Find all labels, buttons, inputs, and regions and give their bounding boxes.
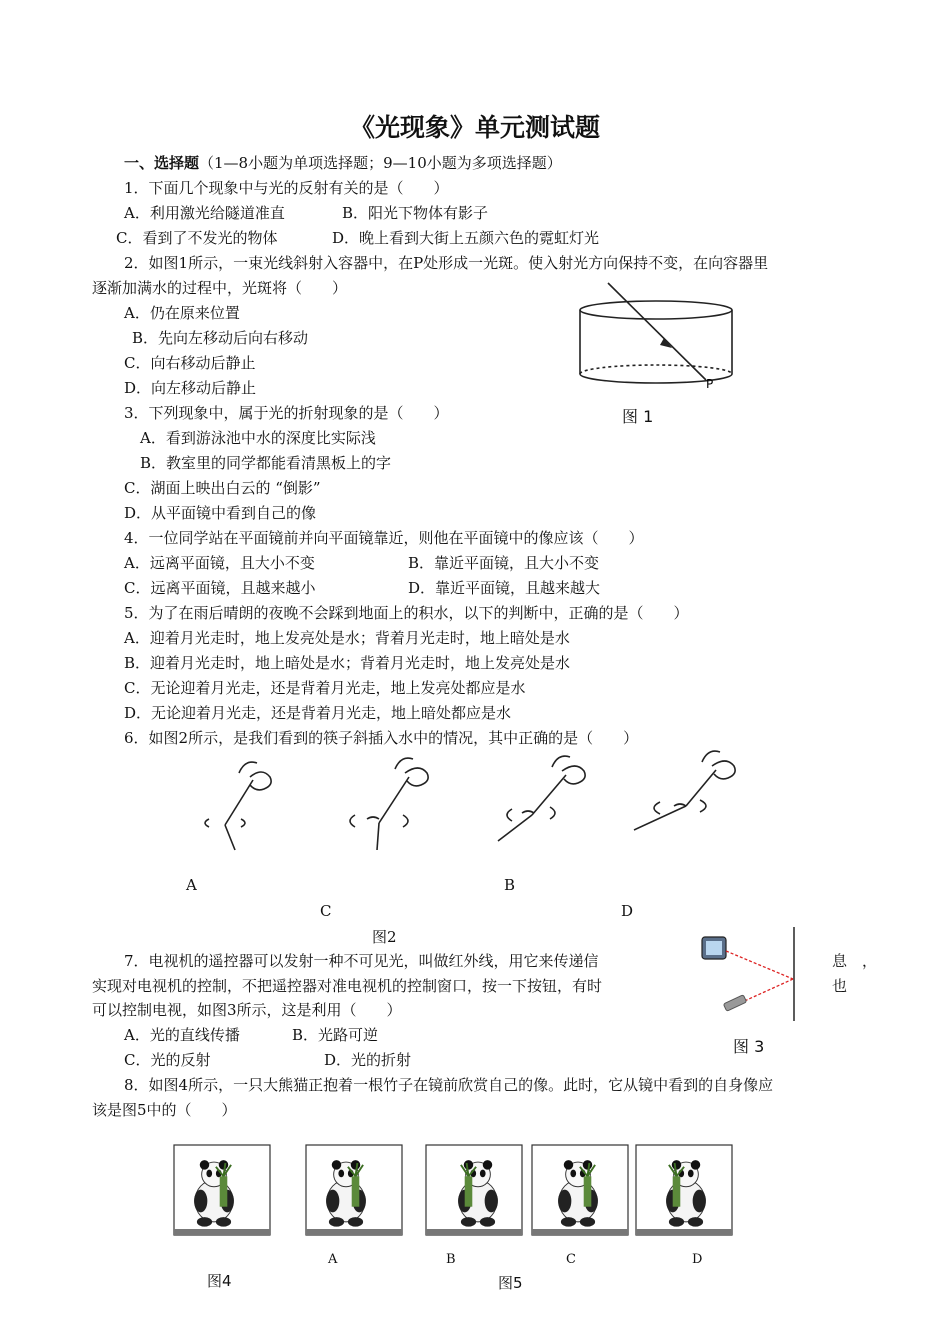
figure5-panda-b <box>426 1145 522 1235</box>
q7-stem-tail1: 息 ， <box>832 952 878 970</box>
q4-option-a: A．远离平面镜，且大小不变 <box>124 554 315 572</box>
section-heading: 一、选择题 <box>124 154 200 172</box>
q7-stem-line1: 7．电视机的遥控器可以发射一种不可见光，叫做红外线，用它来传递信 <box>124 952 599 970</box>
q5-stem: 5．为了在雨后晴朗的夜晚不会踩到地面上的积水，以下的判断中，正确的是（ ） <box>124 604 689 622</box>
q1-option-b: B．阳光下物体有影子 <box>342 204 489 222</box>
q2-stem-line1: 2．如图1所示，一束光线斜射入容器中，在P处形成一光斑。使入射光方向保持不变，在向容器里 <box>124 254 769 272</box>
figure2-sketch-d <box>630 752 740 842</box>
q1-stem: 1．下面几个现象中与光的反射有关的是（ ） <box>124 179 449 197</box>
q2-stem-line2: 逐渐加满水的过程中，光斑将（ ） <box>92 279 348 297</box>
figure5-label-a: A <box>328 1252 338 1267</box>
figure2-label-d: D <box>621 902 634 920</box>
section-note: （1—8小题为单项选择题；9—10小题为多项选择题） <box>199 154 562 172</box>
figure2-sketch-a <box>195 755 275 855</box>
q4-option-d: D．靠近平面镜，且越来越大 <box>408 579 601 597</box>
q7-stem-line2: 实现对电视机的控制，不把遥控器对准电视机的控制窗口，按一下按钮，有时 <box>92 977 603 995</box>
q3-option-b: B．教室里的同学都能看清黑板上的字 <box>140 454 392 472</box>
q5-option-c: C．无论迎着月光走，还是背着月光走，地上发亮处都应是水 <box>124 679 526 697</box>
figure3-caption: 图 3 <box>733 1037 765 1056</box>
q1-option-a: A．利用激光给隧道准直 <box>124 204 285 222</box>
q3-option-a: A．看到游泳池中水的深度比实际浅 <box>140 429 376 447</box>
section-heading-line <box>124 153 562 173</box>
q7-stem-line3: 可以控制电视，如图3所示，这是利用（ ） <box>92 1001 402 1019</box>
figure4-panda <box>174 1145 270 1235</box>
figure5-label-d: D <box>692 1252 703 1267</box>
q7-stem-tail2: 也 <box>832 977 848 995</box>
q7-option-b: B．光路可逆 <box>292 1026 379 1044</box>
q3-option-c: C．湖面上映出白云的 “倒影” <box>124 479 321 497</box>
q4-stem: 4．一位同学站在平面镜前并向平面镜靠近，则他在平面镜中的像应该（ ） <box>124 529 644 547</box>
q4-option-b: B．靠近平面镜，且大小不变 <box>408 554 600 572</box>
figure2-label-b: B <box>504 876 516 894</box>
q5-option-d: D．无论迎着月光走，还是背着月光走，地上暗处都应是水 <box>124 704 512 722</box>
figure5-label-b: B <box>446 1252 456 1267</box>
q5-option-b: B．迎着月光走时，地上暗处是水；背着月光走时，地上发亮处是水 <box>124 654 571 672</box>
q8-stem-line2: 该是图5中的（ ） <box>92 1101 237 1119</box>
q8-stem-line1: 8．如图4所示，一只大熊猫正抱着一根竹子在镜前欣赏自己的像。此时，它从镜中看到的自身像应 <box>124 1076 774 1094</box>
page-title: 《光现象》单元测试题 <box>349 113 600 142</box>
figure1-caption: 图 1 <box>622 407 654 426</box>
q2-option-d: D．向左移动后静止 <box>124 379 257 397</box>
q7-option-c: C．光的反射 <box>124 1051 211 1069</box>
q3-stem: 3．下列现象中，属于光的折射现象的是（ ） <box>124 404 449 422</box>
figure1-container-diagram <box>572 280 742 400</box>
q5-option-a: A．迎着月光走时，地上发亮处是水；背着月光走时，地上暗处是水 <box>124 629 570 647</box>
figure5-panda-a <box>306 1145 402 1235</box>
figure2-label-c: C <box>320 902 332 920</box>
figure2-label-a: A <box>186 876 197 894</box>
figure3-remote-diagram <box>698 925 808 1025</box>
figure1-point-label: P <box>706 377 714 391</box>
q2-option-c: C．向右移动后静止 <box>124 354 256 372</box>
q7-option-d: D．光的折射 <box>324 1051 412 1069</box>
figure5-label-c: C <box>566 1252 576 1267</box>
q3-option-d: D．从平面镜中看到自己的像 <box>124 504 317 522</box>
remote-icon <box>723 995 746 1012</box>
figure5-panda-c <box>532 1145 628 1235</box>
figure5-caption: 图5 <box>498 1274 523 1292</box>
figure2-sketch-c <box>492 755 592 855</box>
q2-option-b: B．先向左移动后向右移动 <box>132 329 309 347</box>
q4-option-c: C．远离平面镜，且越来越小 <box>124 579 316 597</box>
q7-option-a: A．光的直线传播 <box>124 1026 240 1044</box>
q1-option-c: C．看到了不发光的物体 <box>116 229 278 247</box>
q2-option-a: A．仍在原来位置 <box>124 304 240 322</box>
figure4-5-panda-images <box>170 1145 750 1245</box>
figure5-panda-d <box>636 1145 732 1235</box>
q6-stem: 6．如图2所示，是我们看到的筷子斜插入水中的情况，其中正确的是（ ） <box>124 729 639 747</box>
q1-option-d: D．晚上看到大街上五颜六色的霓虹灯光 <box>332 229 600 247</box>
figure2-caption: 图2 <box>372 928 397 946</box>
figure4-caption: 图4 <box>207 1272 232 1290</box>
figure2-sketch-b <box>345 755 435 855</box>
